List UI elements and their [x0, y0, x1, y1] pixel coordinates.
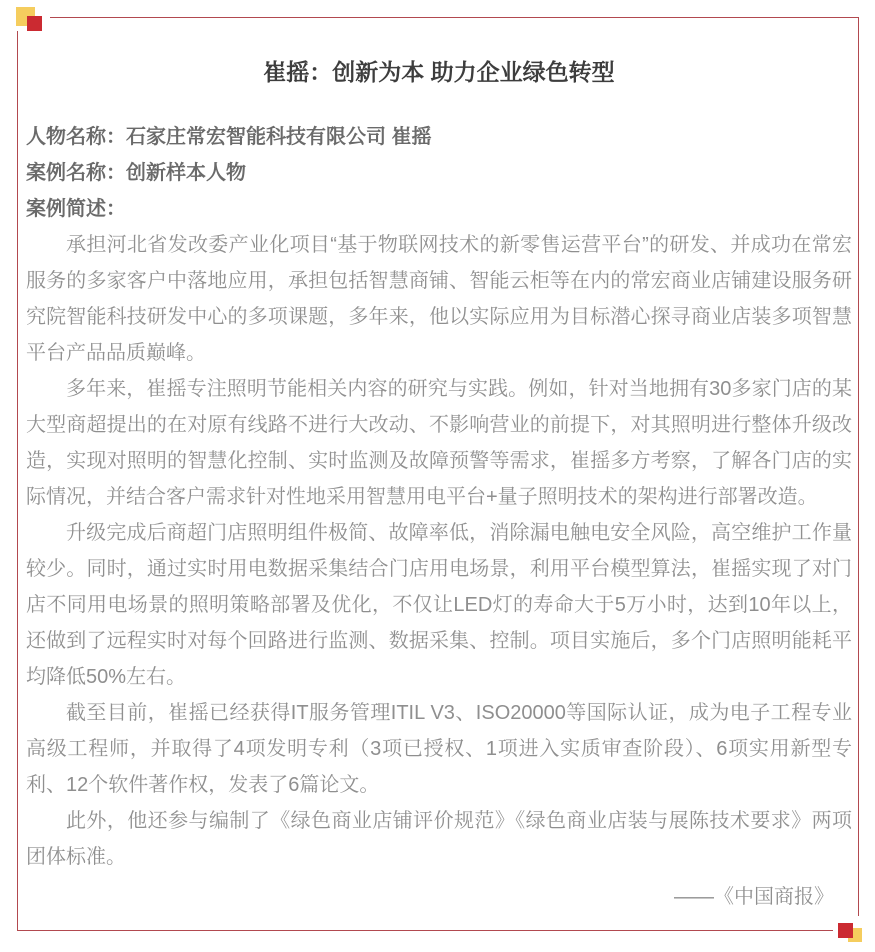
field-label: 人物名称： [26, 126, 126, 148]
article-border-frame [17, 17, 859, 931]
corner-decoration-top-left [16, 7, 50, 31]
field-value: 石家庄常宏智能科技有限公司 崔摇 [126, 126, 432, 148]
corner-decoration-bottom-right [833, 916, 863, 943]
article-title: 崔摇：创新为本 助力企业绿色转型 [263, 59, 615, 85]
article-paragraph: 此外，他还参与编制了《绿色商业店铺评价规范》《绿色商业店装与展陈技术要求》两项团体标准。 [26, 810, 852, 868]
field-row-case-name [26, 155, 852, 191]
field-label: 案例简述： [26, 198, 126, 220]
red-square [27, 16, 42, 31]
corner-decoration-inner [838, 923, 863, 943]
field-value: 创新样本人物 [126, 162, 246, 184]
field-row-person-name [26, 119, 852, 155]
article-paragraph: 升级完成后商超门店照明组件极简、故障率低，消除漏电触电安全风险，高空维护工作量较少。同时，通过实时用电数据采集结合门店用电场景，利用平台模型算法，崔摇实现了对门店不同用电场景的照明策略部署及优化，不仅让LED灯的寿命大于5万小时，达到10年以上，还做到了远程实时对每个回路进行监测、数据采集、控制。项目实施后，多个门店照明能耗平均降低50%左右。 [26, 522, 852, 688]
article-paragraph: 截至目前，崔摇已经获得IT服务管理ITIL V3、ISO20000等国际认证，成为电子工程专业高级工程师，并取得了4项发明专利（3项已授权、1项进入实质审查阶段）、6项实用新型专利、12个软件著作权，发表了6篇论文。 [26, 702, 852, 796]
corner-decoration-inner [16, 7, 42, 31]
meta-fields [26, 119, 852, 227]
article-body [26, 227, 852, 875]
red-square [838, 923, 853, 938]
attribution-source: ——《中国商报》 [674, 886, 834, 908]
field-label: 案例名称： [26, 162, 126, 184]
article-paragraph: 多年来，崔摇专注照明节能相关内容的研究与实践。例如，针对当地拥有30多家门店的某大型商超提出的在对原有线路不进行大改动、不影响营业的前提下，对其照明进行整体升级改造，实现对照明的智慧化控制、实时监测及故障预警等需求，崔摇多方考察，了解各门店的实际情况，并结合客户需求针对性地采用智慧用电平台+量子照明技术的架构进行部署改造。 [26, 378, 852, 508]
article-paragraph: 承担河北省发改委产业化项目“基于物联网技术的新零售运营平台”的研发、并成功在常宏服务的多家客户中落地应用，承担包括智慧商铺、智能云柜等在内的常宏商业店铺建设服务研究院智能科技研发中心的多项课题，多年来，他以实际应用为目标潜心探寻商业店装多项智慧平台产品品质巅峰。 [26, 234, 852, 364]
field-row-case-summary [26, 191, 852, 227]
